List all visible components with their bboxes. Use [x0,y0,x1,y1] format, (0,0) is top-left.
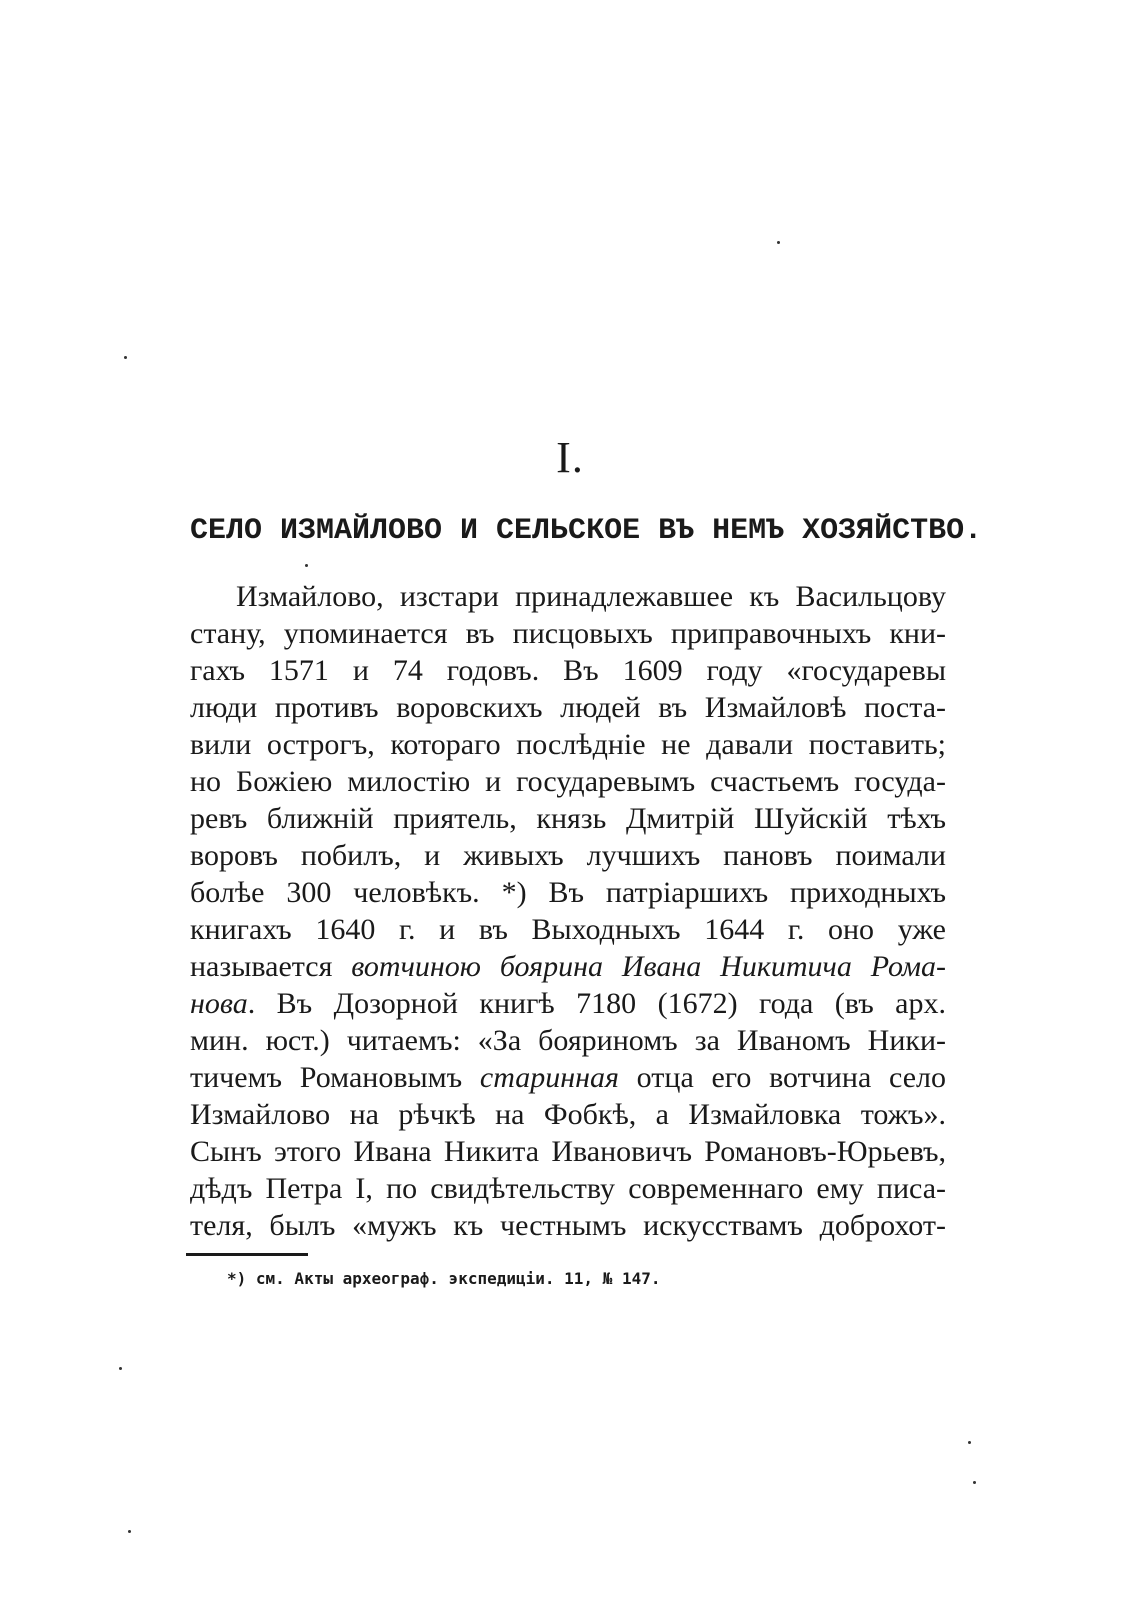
text-line: стану, упоминается въ писцовыхъ приправочныхъ кни- [190,617,946,650]
scan-speck [968,1441,971,1444]
text-line: тичемъ Романовымъ старинная отца его вотчина село [190,1061,946,1094]
text-line: воровъ побилъ, и живыхъ лучшихъ пановъ поимали [190,839,946,872]
text-line: теля, былъ «мужъ къ честнымъ искусствамъ доброхот- [190,1209,946,1242]
text-line: вили острогъ, котораго послѣдніе не давали поставить; [190,728,946,761]
footnote: *) см. Акты археограф. экспедиціи. 11, № 147. [227,1269,661,1288]
scan-speck [973,1481,976,1484]
italic-phrase: нова [190,987,248,1020]
text-line: Измайлово, изстари принадлежавшее къ Васильцову [236,580,946,613]
body-paragraph [190,578,946,1244]
chapter-title: СЕЛО ИЗМАЙЛОВО И СЕЛЬСКОЕ ВЪ НЕМЪ ХОЗЯЙСТВО. [190,514,983,548]
text-line: но Божіею милостію и государевымъ счастьемъ госуда- [190,765,946,798]
italic-phrase: вотчиною боярина Ивана Никитича Рома- [351,950,946,983]
text-line: нова. Въ Дозорной книгѣ 7180 (1672) года (въ арх. [190,987,946,1020]
text-line: люди противъ воровскихъ людей въ Измайловѣ поста- [190,691,946,724]
text-line: ревъ ближній приятель, князь Дмитрій Шуйскій тѣхъ [190,802,946,835]
scan-speck [777,241,780,244]
scan-speck [119,1367,122,1370]
text-line: называется вотчиною боярина Ивана Никитича Рома- [190,950,946,983]
scan-speck [124,356,127,359]
text-line: гахъ 1571 и 74 годовъ. Въ 1609 году «государевы [190,654,946,687]
italic-phrase: старинная [479,1061,619,1094]
text-line: Сынъ этого Ивана Никита Ивановичъ Романовъ-Юрьевъ, [190,1135,946,1168]
chapter-number: I. [556,433,584,482]
scan-speck [128,1530,131,1533]
text-line: дѣдъ Петра I, по свидѣтельству современнаго ему писа- [190,1172,946,1205]
text-line: книгахъ 1640 г. и въ Выходныхъ 1644 г. оно уже [190,913,946,946]
scan-speck [305,564,308,567]
text-line: мин. юст.) читаемъ: «За бояриномъ за Иваномъ Ники- [190,1024,946,1057]
text-line: Измайлово на рѣчкѣ на Фобкѣ, а Измайловка тожъ». [190,1098,946,1131]
text-line: болѣе 300 человѣкъ. *) Въ патріаршихъ приходныхъ [190,876,946,909]
footnote-divider [186,1253,308,1256]
